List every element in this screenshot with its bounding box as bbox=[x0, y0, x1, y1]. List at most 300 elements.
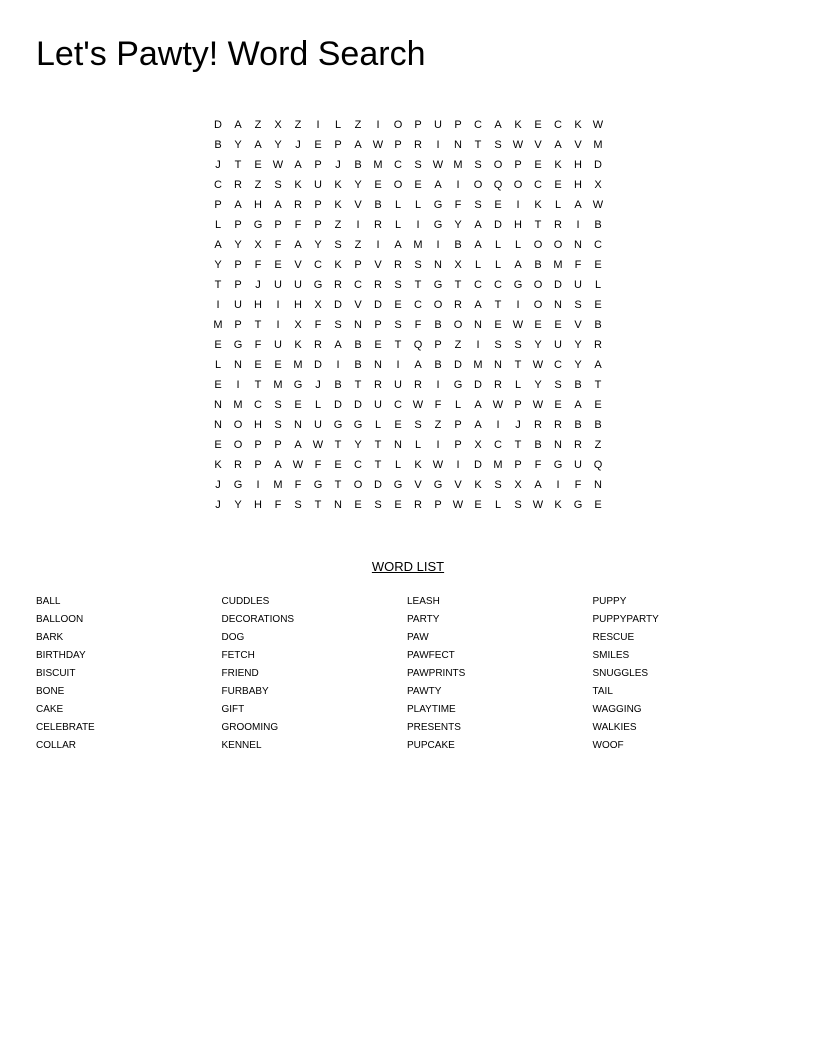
grid-letter: A bbox=[574, 399, 582, 411]
grid-letter: L bbox=[554, 199, 562, 211]
word-list-title: WORD LIST bbox=[371, 559, 445, 574]
grid-letter: Z bbox=[334, 219, 342, 231]
grid-letter: U bbox=[374, 399, 382, 411]
grid-letter: K bbox=[294, 179, 302, 191]
grid-letter: R bbox=[314, 339, 322, 351]
grid-letter: B bbox=[454, 239, 462, 251]
grid-letter: A bbox=[334, 339, 342, 351]
grid-letter: L bbox=[394, 219, 402, 231]
grid-letter: Q bbox=[493, 179, 503, 191]
word-list-item: GIFT bbox=[221, 704, 245, 715]
grid-letter: S bbox=[474, 199, 482, 211]
grid-letter: F bbox=[454, 199, 462, 211]
grid-letter: P bbox=[414, 119, 422, 131]
grid-letter: X bbox=[514, 479, 522, 491]
grid-letter: X bbox=[474, 439, 482, 451]
grid-letter: O bbox=[493, 159, 503, 171]
grid-letter: R bbox=[414, 379, 422, 391]
grid-letter: C bbox=[354, 279, 362, 291]
grid-letter: O bbox=[533, 279, 543, 291]
grid-letter: F bbox=[314, 319, 322, 331]
grid-letter: E bbox=[534, 319, 542, 331]
grid-letter: L bbox=[514, 379, 522, 391]
grid-letter: W bbox=[532, 499, 544, 511]
grid-row bbox=[208, 275, 608, 295]
word-list-item: PLAYTIME bbox=[407, 704, 456, 715]
grid-letter: I bbox=[556, 479, 560, 491]
grid-letter: L bbox=[394, 199, 402, 211]
grid-letter: J bbox=[295, 139, 301, 151]
word-list bbox=[36, 593, 780, 763]
grid-letter: A bbox=[294, 439, 302, 451]
grid-letter: R bbox=[454, 299, 462, 311]
grid-letter: L bbox=[214, 219, 222, 231]
grid-letter: G bbox=[433, 279, 443, 291]
grid-letter: E bbox=[394, 499, 402, 511]
grid-letter: P bbox=[234, 319, 242, 331]
grid-letter: B bbox=[334, 379, 342, 391]
grid-letter: O bbox=[553, 239, 563, 251]
grid-letter: Y bbox=[234, 139, 242, 151]
grid-letter: T bbox=[374, 459, 382, 471]
grid-letter: E bbox=[594, 399, 602, 411]
grid-letter: G bbox=[233, 339, 243, 351]
word-list-item: GROOMING bbox=[221, 722, 279, 733]
grid-letter: R bbox=[554, 219, 562, 231]
word-list-item: WOOF bbox=[592, 740, 624, 751]
grid-letter: F bbox=[534, 459, 542, 471]
grid-letter: N bbox=[554, 439, 562, 451]
grid-letter: L bbox=[334, 119, 342, 131]
grid-letter: T bbox=[334, 479, 342, 491]
grid-letter: E bbox=[214, 379, 222, 391]
grid-letter: H bbox=[574, 179, 582, 191]
grid-row bbox=[208, 195, 608, 215]
grid-letter: Y bbox=[214, 259, 222, 271]
grid-letter: I bbox=[516, 199, 520, 211]
grid-letter: Z bbox=[254, 119, 262, 131]
grid-letter: Y bbox=[574, 339, 582, 351]
grid-letter: S bbox=[494, 339, 502, 351]
grid-row bbox=[208, 155, 608, 175]
grid-letter: T bbox=[314, 499, 322, 511]
grid-letter: U bbox=[314, 179, 322, 191]
grid-letter: I bbox=[416, 219, 420, 231]
grid-letter: T bbox=[454, 279, 462, 291]
grid-letter: R bbox=[414, 139, 422, 151]
grid-letter: G bbox=[313, 479, 323, 491]
grid-letter: Z bbox=[434, 419, 442, 431]
grid-letter: A bbox=[594, 359, 602, 371]
grid-letter: N bbox=[374, 359, 382, 371]
grid-letter: L bbox=[394, 459, 402, 471]
grid-letter: U bbox=[574, 279, 582, 291]
grid-letter: C bbox=[354, 459, 362, 471]
grid-letter: F bbox=[274, 499, 282, 511]
word-list-item: RESCUE bbox=[592, 632, 635, 643]
grid-letter: H bbox=[574, 159, 582, 171]
word-list-item: PAWTY bbox=[407, 686, 442, 697]
grid-letter: X bbox=[274, 119, 282, 131]
letter-grid bbox=[208, 115, 608, 515]
grid-letter: A bbox=[214, 239, 222, 251]
grid-letter: R bbox=[374, 379, 382, 391]
grid-letter: S bbox=[494, 139, 502, 151]
grid-letter: P bbox=[254, 459, 262, 471]
grid-letter: E bbox=[314, 139, 322, 151]
word-list-item: BALL bbox=[36, 596, 61, 607]
grid-letter: K bbox=[334, 259, 342, 271]
word-list-item: WALKIES bbox=[592, 722, 637, 733]
grid-letter: K bbox=[294, 339, 302, 351]
grid-letter: Y bbox=[354, 179, 362, 191]
grid-letter: D bbox=[374, 479, 382, 491]
grid-letter: O bbox=[353, 479, 363, 491]
grid-row bbox=[208, 235, 608, 255]
grid-letter: R bbox=[374, 279, 382, 291]
grid-letter: D bbox=[454, 359, 462, 371]
grid-letter: U bbox=[274, 279, 282, 291]
grid-letter: J bbox=[215, 159, 221, 171]
grid-letter: J bbox=[215, 479, 221, 491]
grid-letter: Y bbox=[354, 439, 362, 451]
grid-letter: O bbox=[533, 239, 543, 251]
grid-letter: S bbox=[374, 499, 382, 511]
grid-letter: T bbox=[474, 139, 482, 151]
grid-letter: I bbox=[496, 419, 500, 431]
grid-letter: W bbox=[432, 459, 444, 471]
word-list-item: PUPPYPARTY bbox=[592, 614, 659, 625]
grid-letter: F bbox=[294, 479, 302, 491]
grid-letter: S bbox=[414, 419, 422, 431]
grid-letter: U bbox=[314, 419, 322, 431]
grid-letter: C bbox=[474, 279, 482, 291]
grid-letter: A bbox=[274, 199, 282, 211]
grid-letter: Y bbox=[314, 239, 322, 251]
grid-letter: I bbox=[376, 239, 380, 251]
grid-letter: P bbox=[214, 199, 222, 211]
grid-letter: L bbox=[494, 259, 502, 271]
grid-letter: D bbox=[354, 399, 362, 411]
grid-letter: I bbox=[336, 359, 340, 371]
grid-row bbox=[208, 335, 608, 355]
grid-letter: W bbox=[272, 159, 284, 171]
grid-letter: W bbox=[372, 139, 384, 151]
word-list-item: WAGGING bbox=[592, 704, 642, 715]
grid-letter: D bbox=[594, 159, 602, 171]
grid-letter: M bbox=[273, 479, 283, 491]
grid-letter: R bbox=[394, 259, 402, 271]
grid-letter: V bbox=[534, 139, 542, 151]
grid-letter: S bbox=[294, 499, 302, 511]
grid-letter: G bbox=[233, 479, 243, 491]
grid-letter: G bbox=[573, 499, 583, 511]
grid-letter: E bbox=[534, 159, 542, 171]
grid-letter: A bbox=[294, 239, 302, 251]
grid-letter: Y bbox=[234, 239, 242, 251]
grid-letter: I bbox=[576, 219, 580, 231]
grid-letter: S bbox=[334, 319, 342, 331]
grid-letter: N bbox=[594, 479, 602, 491]
grid-letter: N bbox=[354, 319, 362, 331]
grid-letter: N bbox=[294, 419, 302, 431]
grid-letter: M bbox=[553, 259, 563, 271]
word-list-item: TAIL bbox=[592, 686, 613, 697]
grid-row bbox=[208, 315, 608, 335]
grid-letter: X bbox=[594, 179, 602, 191]
grid-letter: N bbox=[574, 239, 582, 251]
grid-letter: A bbox=[234, 119, 242, 131]
grid-row bbox=[208, 375, 608, 395]
grid-letter: P bbox=[334, 139, 342, 151]
grid-letter: I bbox=[456, 179, 460, 191]
grid-letter: L bbox=[314, 399, 322, 411]
grid-letter: E bbox=[254, 159, 262, 171]
grid-letter: E bbox=[594, 259, 602, 271]
grid-row bbox=[208, 115, 608, 135]
grid-letter: C bbox=[254, 399, 262, 411]
grid-letter: O bbox=[233, 439, 243, 451]
word-list-item: CELEBRATE bbox=[36, 722, 95, 733]
grid-letter: J bbox=[515, 419, 521, 431]
grid-letter: K bbox=[334, 179, 342, 191]
grid-letter: L bbox=[454, 399, 462, 411]
grid-letter: N bbox=[394, 439, 402, 451]
grid-letter: G bbox=[433, 199, 443, 211]
grid-letter: V bbox=[574, 319, 582, 331]
grid-letter: K bbox=[414, 459, 422, 471]
grid-row bbox=[208, 295, 608, 315]
grid-letter: M bbox=[273, 379, 283, 391]
grid-letter: D bbox=[314, 359, 322, 371]
grid-letter: X bbox=[314, 299, 322, 311]
grid-letter: S bbox=[394, 279, 402, 291]
grid-letter: B bbox=[534, 439, 542, 451]
grid-letter: I bbox=[236, 379, 240, 391]
grid-letter: P bbox=[454, 119, 462, 131]
grid-letter: C bbox=[394, 159, 402, 171]
grid-letter: W bbox=[592, 119, 604, 131]
grid-letter: V bbox=[574, 139, 582, 151]
grid-letter: G bbox=[553, 459, 563, 471]
grid-row bbox=[208, 415, 608, 435]
grid-letter: P bbox=[234, 279, 242, 291]
word-list-item: KENNEL bbox=[221, 740, 262, 751]
grid-letter: U bbox=[234, 299, 242, 311]
grid-letter: X bbox=[454, 259, 462, 271]
grid-letter: F bbox=[314, 459, 322, 471]
grid-letter: S bbox=[514, 499, 522, 511]
grid-letter: E bbox=[554, 179, 562, 191]
grid-letter: Z bbox=[354, 119, 362, 131]
grid-letter: P bbox=[394, 139, 402, 151]
grid-letter: O bbox=[453, 319, 463, 331]
grid-letter: P bbox=[234, 219, 242, 231]
grid-row bbox=[208, 435, 608, 455]
grid-letter: R bbox=[374, 219, 382, 231]
grid-letter: C bbox=[594, 239, 602, 251]
grid-letter: V bbox=[354, 199, 362, 211]
word-list-item: PAWPRINTS bbox=[407, 668, 466, 679]
grid-letter: T bbox=[254, 379, 262, 391]
word-list-item: FRIEND bbox=[221, 668, 259, 679]
grid-letter: L bbox=[594, 279, 602, 291]
grid-letter: Y bbox=[454, 219, 462, 231]
word-list-item: FETCH bbox=[221, 650, 255, 661]
grid-letter: V bbox=[354, 299, 362, 311]
grid-letter: A bbox=[514, 259, 522, 271]
grid-letter: L bbox=[474, 259, 482, 271]
grid-letter: M bbox=[493, 459, 503, 471]
grid-letter: P bbox=[314, 219, 322, 231]
grid-letter: P bbox=[514, 159, 522, 171]
grid-letter: B bbox=[594, 319, 602, 331]
word-list-item: PRESENTS bbox=[407, 722, 461, 733]
grid-letter: I bbox=[436, 379, 440, 391]
grid-letter: D bbox=[214, 119, 222, 131]
grid-letter: B bbox=[574, 379, 582, 391]
grid-letter: F bbox=[574, 479, 582, 491]
grid-letter: O bbox=[393, 119, 403, 131]
grid-row bbox=[208, 395, 608, 415]
grid-letter: I bbox=[456, 459, 460, 471]
grid-letter: D bbox=[334, 299, 342, 311]
word-list-item: BONE bbox=[36, 686, 65, 697]
grid-letter: A bbox=[414, 359, 422, 371]
grid-letter: T bbox=[254, 319, 262, 331]
grid-letter: K bbox=[334, 199, 342, 211]
grid-letter: E bbox=[494, 319, 502, 331]
grid-letter: P bbox=[514, 459, 522, 471]
grid-letter: T bbox=[214, 279, 222, 291]
grid-letter: N bbox=[234, 359, 242, 371]
grid-letter: B bbox=[374, 199, 382, 211]
grid-letter: X bbox=[294, 319, 302, 331]
grid-letter: G bbox=[433, 219, 443, 231]
grid-letter: T bbox=[334, 439, 342, 451]
word-list-item: PUPPY bbox=[592, 596, 627, 607]
grid-letter: G bbox=[313, 279, 323, 291]
grid-letter: C bbox=[534, 179, 542, 191]
word-list-item: BIRTHDAY bbox=[36, 650, 86, 661]
grid-letter: E bbox=[274, 359, 282, 371]
grid-letter: J bbox=[335, 159, 341, 171]
grid-letter: Z bbox=[254, 179, 262, 191]
grid-letter: C bbox=[554, 119, 562, 131]
grid-letter: W bbox=[492, 399, 504, 411]
grid-letter: E bbox=[394, 419, 402, 431]
grid-letter: E bbox=[374, 339, 382, 351]
grid-row bbox=[208, 215, 608, 235]
grid-letter: P bbox=[274, 439, 282, 451]
grid-letter: G bbox=[433, 479, 443, 491]
grid-letter: L bbox=[374, 419, 382, 431]
grid-letter: V bbox=[294, 259, 302, 271]
grid-letter: K bbox=[574, 119, 582, 131]
grid-letter: A bbox=[474, 219, 482, 231]
grid-letter: H bbox=[294, 299, 302, 311]
grid-letter: G bbox=[513, 279, 523, 291]
grid-letter: C bbox=[414, 299, 422, 311]
grid-letter: B bbox=[214, 139, 222, 151]
word-list-item: BISCUIT bbox=[36, 668, 76, 679]
word-list-item: DOG bbox=[221, 632, 245, 643]
grid-letter: P bbox=[434, 339, 442, 351]
grid-letter: L bbox=[494, 499, 502, 511]
grid-letter: M bbox=[413, 239, 423, 251]
word-list-item: SNUGGLES bbox=[592, 668, 649, 679]
grid-letter: F bbox=[254, 339, 262, 351]
grid-row bbox=[208, 455, 608, 475]
word-list-item: DECORATIONS bbox=[221, 614, 295, 625]
grid-letter: U bbox=[294, 279, 302, 291]
grid-letter: F bbox=[414, 319, 422, 331]
grid-letter: H bbox=[254, 419, 262, 431]
grid-letter: I bbox=[316, 119, 320, 131]
grid-letter: A bbox=[494, 119, 502, 131]
grid-letter: O bbox=[233, 419, 243, 431]
grid-letter: I bbox=[216, 299, 220, 311]
grid-letter: I bbox=[476, 339, 480, 351]
word-list-item: COLLAR bbox=[36, 740, 77, 751]
grid-letter: S bbox=[274, 419, 282, 431]
grid-letter: M bbox=[373, 159, 383, 171]
grid-letter: K bbox=[474, 479, 482, 491]
grid-letter: P bbox=[374, 319, 382, 331]
grid-letter: M bbox=[473, 359, 483, 371]
grid-letter: Y bbox=[274, 139, 282, 151]
word-list-item: PARTY bbox=[407, 614, 440, 625]
grid-letter: F bbox=[574, 259, 582, 271]
grid-letter: T bbox=[534, 219, 542, 231]
grid-letter: S bbox=[494, 479, 502, 491]
grid-letter: N bbox=[474, 319, 482, 331]
grid-letter: E bbox=[554, 399, 562, 411]
grid-letter: B bbox=[354, 339, 362, 351]
grid-letter: E bbox=[294, 399, 302, 411]
grid-letter: C bbox=[474, 119, 482, 131]
grid-letter: K bbox=[214, 459, 222, 471]
grid-letter: H bbox=[514, 219, 522, 231]
grid-letter: P bbox=[314, 159, 322, 171]
grid-letter: E bbox=[254, 359, 262, 371]
grid-letter: O bbox=[473, 179, 483, 191]
grid-letter: C bbox=[494, 439, 502, 451]
grid-letter: S bbox=[334, 239, 342, 251]
grid-row bbox=[208, 355, 608, 375]
grid-letter: V bbox=[374, 259, 382, 271]
grid-letter: A bbox=[354, 139, 362, 151]
grid-letter: V bbox=[414, 479, 422, 491]
grid-letter: I bbox=[516, 299, 520, 311]
grid-letter: W bbox=[532, 399, 544, 411]
grid-letter: D bbox=[374, 299, 382, 311]
grid-letter: P bbox=[434, 499, 442, 511]
word-list-item: BARK bbox=[36, 632, 64, 643]
grid-letter: A bbox=[394, 239, 402, 251]
grid-letter: M bbox=[453, 159, 463, 171]
grid-letter: K bbox=[554, 499, 562, 511]
grid-letter: U bbox=[274, 339, 282, 351]
grid-letter: M bbox=[593, 139, 603, 151]
grid-letter: H bbox=[254, 299, 262, 311]
grid-letter: I bbox=[356, 219, 360, 231]
grid-letter: P bbox=[274, 219, 282, 231]
grid-letter: S bbox=[274, 179, 282, 191]
grid-letter: T bbox=[414, 279, 422, 291]
grid-letter: A bbox=[474, 299, 482, 311]
grid-letter: G bbox=[293, 379, 303, 391]
